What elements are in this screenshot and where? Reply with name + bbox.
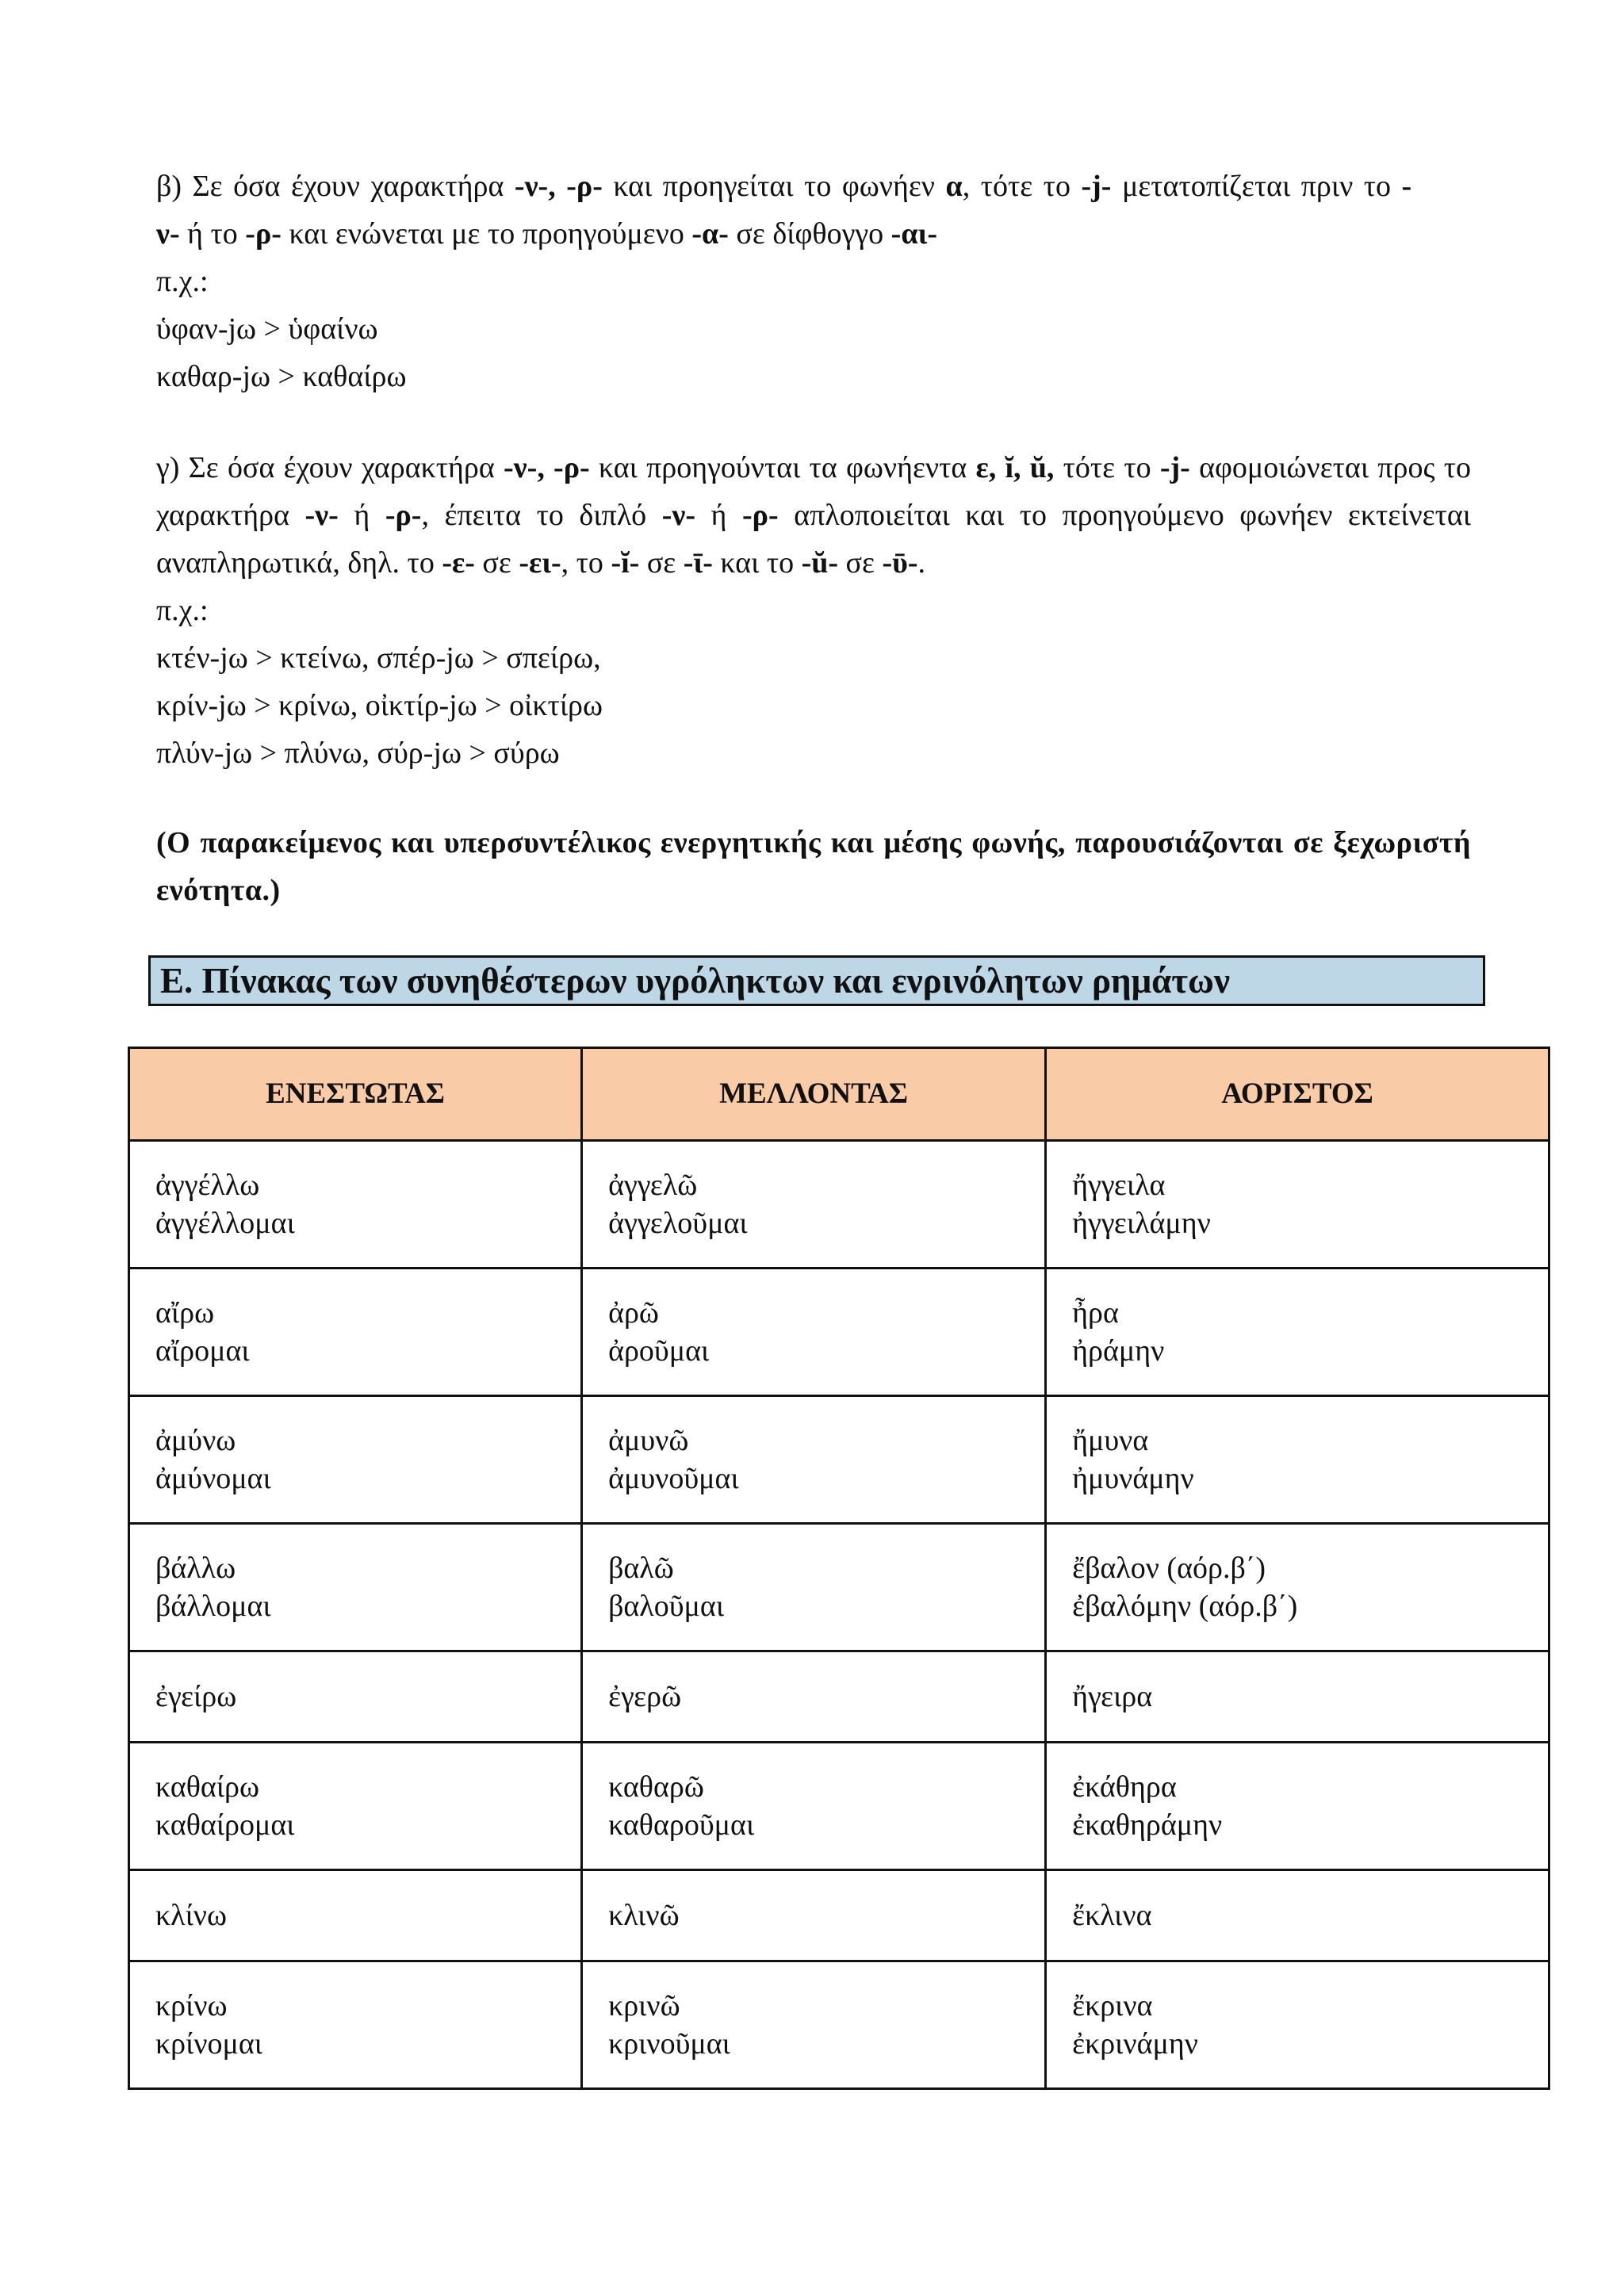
- bold-term: -α-: [691, 217, 729, 251]
- verb-form: βαλῶ: [608, 1552, 674, 1585]
- bold-term: -ν-, -ρ-: [504, 451, 590, 484]
- example-line: κρίν-jω > κρίνω, οἰκτίρ-jω > οἰκτίρω: [156, 689, 603, 722]
- verb-form: ἠμυνάμην: [1072, 1462, 1194, 1495]
- paragraph-b-line-1: [156, 163, 1471, 210]
- verb-form: κρινοῦμαι: [608, 2027, 730, 2061]
- paragraph-b-line-2: [156, 210, 1471, 258]
- text-run: μετατοπίζεται πριν το: [1111, 170, 1402, 203]
- verb-form: καθαροῦμαι: [608, 1808, 755, 1842]
- table-row: [129, 1961, 1549, 2089]
- text-run: τότε το: [1054, 451, 1160, 484]
- bold-term: -ν-, -ρ-: [514, 170, 603, 203]
- text-run: , τότε το: [962, 170, 1082, 203]
- future-cell: [582, 1651, 1046, 1743]
- present-cell: [129, 1743, 582, 1870]
- note-paragraph: (Ο παρακείμενος και υπερσυντέλικος ενεργητικής και μέσης φωνής, παρουσιάζονται σε ξεχωριστή ενότητα.): [156, 826, 1471, 907]
- future-cell: [582, 1870, 1046, 1961]
- example-line: πλύν-jω > πλύνω, σύρ-jω > σύρω: [156, 737, 560, 770]
- bold-term: -j-: [1081, 170, 1112, 203]
- verb-form: αἴρομαι: [155, 1334, 250, 1368]
- header-present: ΕΝΕΣΤΩΤΑΣ: [129, 1048, 582, 1141]
- verb-form: ἐγείρω: [155, 1680, 237, 1713]
- bold-term: -ŭ-: [801, 546, 839, 580]
- aorist-cell: [1046, 1743, 1549, 1870]
- bold-term: -ν-: [304, 499, 339, 532]
- paragraph-b: [156, 163, 1471, 400]
- present-cell: [129, 1524, 582, 1651]
- bold-term: -ε-: [442, 546, 475, 580]
- paragraph-c: [156, 444, 1471, 777]
- text-run: .: [917, 546, 926, 580]
- verb-form: ἐγερῶ: [608, 1680, 682, 1713]
- example-line: καθαρ-jω > καθαίρω: [156, 360, 407, 393]
- verb-form: ἀγγέλλομαι: [155, 1207, 295, 1240]
- verbs-table: [128, 1047, 1550, 2090]
- header-future: ΜΕΛΛΟΝΤΑΣ: [582, 1048, 1046, 1141]
- bold-term: ν-: [156, 217, 180, 251]
- verb-form: βάλλομαι: [155, 1590, 271, 1623]
- text-run: γ) Σε όσα έχουν χαρακτήρα: [156, 451, 504, 484]
- verb-form: ἔκλινα: [1072, 1899, 1152, 1932]
- present-cell: [129, 1651, 582, 1743]
- verb-form: ἐβαλόμην (αόρ.β΄): [1072, 1590, 1298, 1623]
- verb-form: ἀμυνοῦμαι: [608, 1462, 739, 1495]
- bold-term: -ĭ-: [611, 546, 640, 580]
- table-row: [129, 1141, 1549, 1269]
- bold-term: -ει-: [519, 546, 561, 580]
- table-header-row: [129, 1048, 1549, 1141]
- verb-form: ἦρα: [1072, 1296, 1119, 1330]
- example-label: π.χ.:: [156, 265, 209, 298]
- bold-term: -ρ-: [385, 499, 422, 532]
- table-row: [129, 1743, 1549, 1870]
- section-heading: Ε. Πίνακας των συνηθέστερων υγρόληκτων και ενρινόλητων ρημάτων: [148, 955, 1485, 1006]
- verb-form: ἠγγειλάμην: [1072, 1207, 1211, 1240]
- text-run: σε: [639, 546, 684, 580]
- verb-form: καθαίρω: [155, 1770, 260, 1804]
- text-run: σε: [838, 546, 883, 580]
- verb-form: κλινῶ: [608, 1899, 680, 1932]
- verb-form: ἠράμην: [1072, 1334, 1165, 1368]
- verb-form: κρίνω: [155, 1989, 228, 2022]
- present-cell: [129, 1141, 582, 1269]
- aorist-cell: [1046, 1269, 1549, 1396]
- verb-form: κρίνομαι: [155, 2027, 263, 2061]
- aorist-cell: [1046, 1524, 1549, 1651]
- future-cell: [582, 1961, 1046, 2089]
- bold-term: -ρ-: [741, 499, 779, 532]
- verb-form: ἀγγελοῦμαι: [608, 1207, 748, 1240]
- verb-form: κρινῶ: [608, 1989, 680, 2022]
- verb-form: ἐκρινάμην: [1072, 2027, 1198, 2061]
- future-cell: [582, 1269, 1046, 1396]
- bold-term: -j-: [1159, 451, 1190, 484]
- bold-term: ε, ĭ, ŭ,: [975, 451, 1055, 484]
- table-body: [129, 1141, 1549, 2089]
- verb-form: κλίνω: [155, 1899, 227, 1932]
- aorist-cell: [1046, 1870, 1549, 1961]
- text-run: σε: [474, 546, 519, 580]
- verb-form: ἀμύνομαι: [155, 1462, 271, 1495]
- verb-form: ἀρῶ: [608, 1296, 659, 1330]
- text-run: β) Σε όσα έχουν χαρακτήρα: [156, 170, 515, 203]
- verb-form: καθαίρομαι: [155, 1808, 295, 1842]
- text-run: σε δίφθογγο: [728, 217, 891, 251]
- future-cell: [582, 1524, 1046, 1651]
- text-run: , έπειτα το διπλό: [421, 499, 662, 532]
- example-label: π.χ.:: [156, 594, 209, 627]
- verb-form: ἔβαλον (αόρ.β΄): [1072, 1552, 1266, 1585]
- text-run: αφομοιώνεται προς το χαρακτήρα: [156, 451, 1471, 532]
- paragraph-c-body: [156, 444, 1471, 587]
- aorist-cell: [1046, 1141, 1549, 1269]
- bold-term: α: [945, 170, 963, 203]
- bold-term: -ν-: [661, 499, 695, 532]
- bold-term: -: [1401, 170, 1412, 203]
- verb-form: ἤγειρα: [1072, 1680, 1153, 1713]
- verb-form: αἴρω: [155, 1296, 215, 1330]
- text-run: ή το: [179, 217, 246, 251]
- verb-form: ἐκάθηρα: [1072, 1770, 1177, 1804]
- table-row: [129, 1524, 1549, 1651]
- table-row: [129, 1396, 1549, 1524]
- present-cell: [129, 1870, 582, 1961]
- verb-form: ἀμύνω: [155, 1424, 236, 1457]
- example-line: κτέν-jω > κτείνω, σπέρ-jω > σπείρω,: [156, 641, 601, 675]
- text-run: ή: [338, 499, 385, 532]
- bold-term: -ρ-: [245, 217, 282, 251]
- future-cell: [582, 1743, 1046, 1870]
- table-row: [129, 1870, 1549, 1961]
- future-cell: [582, 1396, 1046, 1524]
- text-run: ή: [695, 499, 742, 532]
- present-cell: [129, 1961, 582, 2089]
- text-run: και προηγούνται τα φωνήεντα: [589, 451, 976, 484]
- bold-term: -ῡ-: [882, 546, 918, 580]
- table-row: [129, 1651, 1549, 1743]
- aorist-cell: [1046, 1396, 1549, 1524]
- verb-form: βάλλω: [155, 1552, 236, 1585]
- bold-term: -αι-: [891, 217, 937, 251]
- verb-form: ἀγγέλλω: [155, 1169, 260, 1202]
- present-cell: [129, 1396, 582, 1524]
- text-run: και προηγείται το φωνήεν: [602, 170, 946, 203]
- header-aorist: ΑΟΡΙΣΤΟΣ: [1046, 1048, 1549, 1141]
- text-run: , το: [561, 546, 611, 580]
- verb-form: ἤμυνα: [1072, 1424, 1149, 1457]
- verb-form: ἔκρινα: [1072, 1989, 1153, 2022]
- verb-form: ἀμυνῶ: [608, 1424, 689, 1457]
- verb-form: ἐκαθηράμην: [1072, 1808, 1223, 1842]
- verb-form: καθαρῶ: [608, 1770, 704, 1804]
- future-cell: [582, 1141, 1046, 1269]
- aorist-cell: [1046, 1651, 1549, 1743]
- table-row: [129, 1269, 1549, 1396]
- bold-term: -ῑ-: [683, 546, 713, 580]
- text-run: και το: [712, 546, 802, 580]
- verb-form: ἀροῦμαι: [608, 1334, 710, 1368]
- text-run: απλοποιείται και το προηγούμενο φωνήεν εκτείνεται αναπληρωτικά, δηλ. το: [156, 499, 1472, 580]
- present-cell: [129, 1269, 582, 1396]
- verb-form: ἤγγειλα: [1072, 1169, 1166, 1202]
- text-run: και ενώνεται με το προηγούμενο: [281, 217, 692, 251]
- aorist-cell: [1046, 1961, 1549, 2089]
- verb-form: βαλοῦμαι: [608, 1590, 725, 1623]
- verb-form: ἀγγελῶ: [608, 1169, 698, 1202]
- example-line: ὑφαν-jω > ὑφαίνω: [156, 312, 378, 346]
